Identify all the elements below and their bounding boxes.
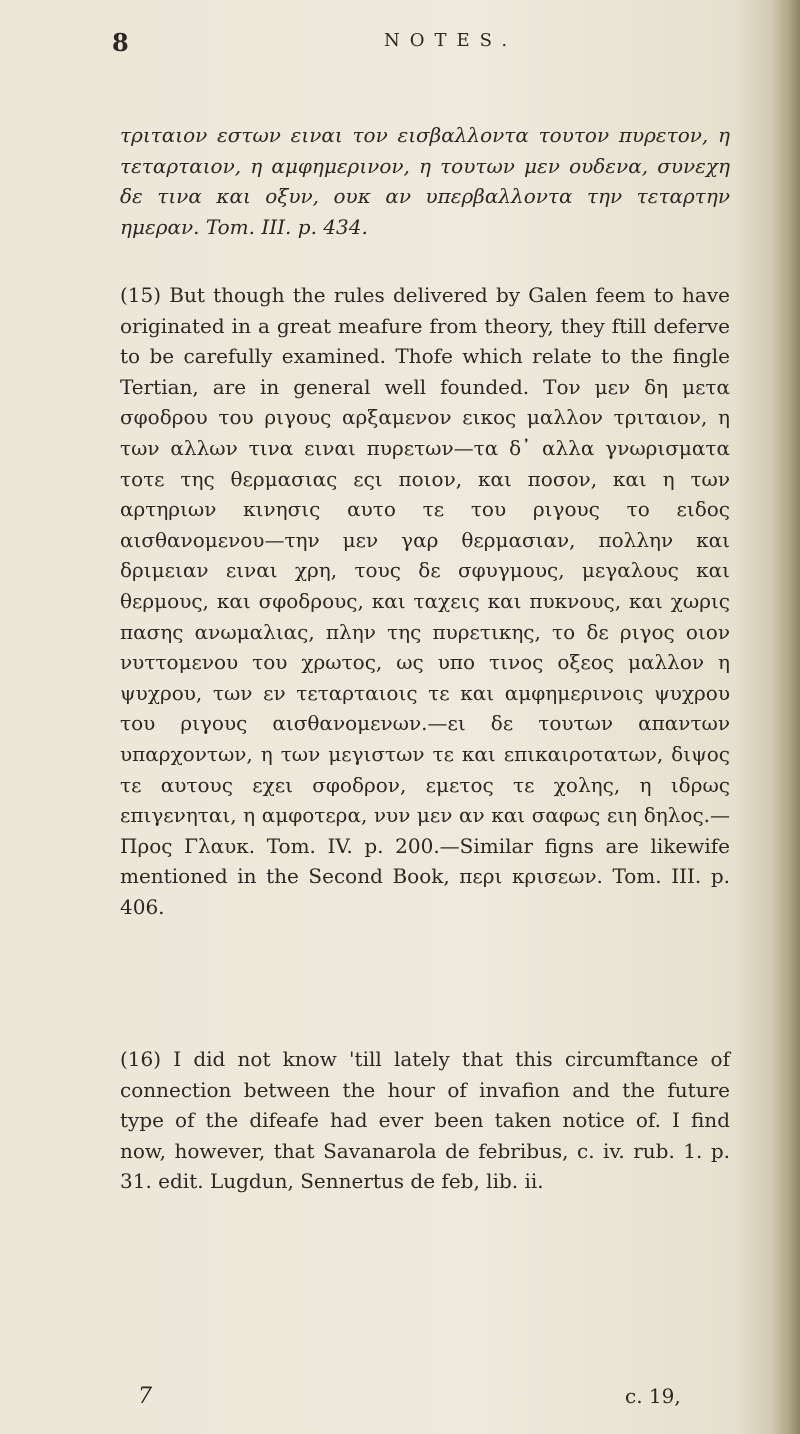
paragraph-text: (15) But though the rules delivered by Galen feem to have originated in a great meafure from theory, they ftill deferve to be carefully examined. Thofe which relate to the fingle Tertian, are in general well founded. Τον μεν δη μετα σφοδρου του ριγους αρξαμενον εικος μαλλον τριταιον, η των αλλων τινα ειναι πυρετων—τα δ᾽ αλλα γνωρισματα τοτε της θερμασιας εςι ποιον, και ποσον, και η των αρτηριων κινησις αυτο τε του ριγους το ειδος αισθανομενου—την μεν γαρ θερμασιαν, πολλην και δριμειαν ειναι χρη, τους δε σφυγμους, μεγαλους και θερμους, και σφοδρους, και ταχεις και πυκνους, και χωρις πασης ανωμαλιας, πλην της πυρετικης, το δε ριγος οιον νυττομενου του χρωτος, ως υπο τινος οξεος μαλλον η ψυχρου, των εν τεταρταιοις τε και αμφημερινοις ψυχρου του ριγους αισθανομενων.—ει δε τουτων απαντων υπαρχοντων, η των μεγιστων τε και επικαιροτατων, διψος τε αυτους εχει σφοδρον, εμετος τε χολης, η ιδρως επιγενηται, η αμφοτερα, νυν μεν αν και σαφως ειη δηλος.—Προς Γλαυκ. Tom. IV. p. 200.—Similar figns are likewife mentioned in the Second Book, περι κρισεων. Tom. III. p. 406.	[120, 283, 730, 919]
page-header	[112, 20, 752, 60]
page-number: 8	[112, 28, 131, 57]
signature-mark: 7	[138, 1384, 152, 1409]
note-15	[120, 280, 730, 922]
running-head: NOTES.	[384, 30, 518, 51]
page-edge-shadow	[772, 0, 800, 1434]
paragraph-text: τριταιον εστων ειναι τον εισβαλλοντα τουτον πυρετον, η τεταρταιον, η αμφημερινον, η τουτων μεν ουδενα, συνεχη δε τινα και οξυν, ουκ αν υπερβαλλοντα την τεταρτην ημεραν. Tom. III. p. 434.	[120, 123, 730, 239]
catchword: c. 19,	[625, 1384, 681, 1408]
greek-quotation-continued	[120, 120, 730, 242]
paragraph-text: (16) I did not know 'till lately that this circumftance of connection between the hour of invafion and the future type of the difeafe had ever been taken notice of. I find now, however, that Savanarola de febribus, c. iv. rub. 1. p. 31. edit. Lugdun, Sennertus de feb, lib. ii.	[120, 1047, 730, 1194]
note-16	[120, 1044, 730, 1197]
